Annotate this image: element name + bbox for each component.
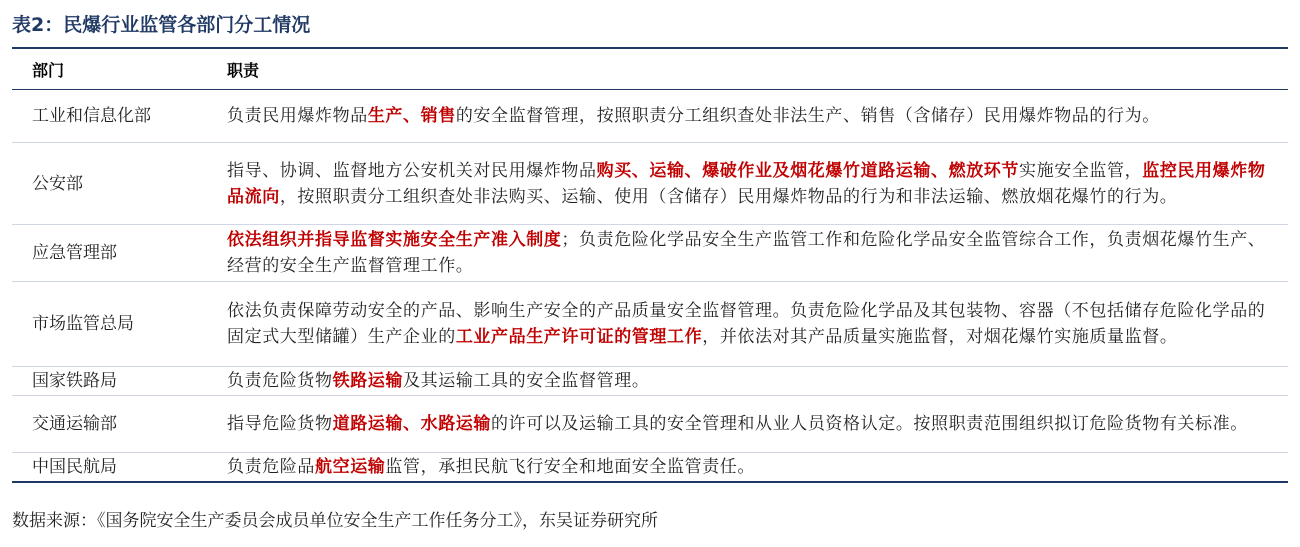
dept-cell: 交通运输部 <box>32 414 117 434</box>
table-header-row <box>12 49 1288 90</box>
duty-cell <box>215 103 1288 129</box>
header-duty: 职责 <box>227 60 260 80</box>
duty-text: 及其运输工具的安全监督管理。 <box>403 371 650 391</box>
highlight-text: 航空运输 <box>315 457 386 477</box>
duty-cell <box>215 227 1288 279</box>
duty-text: 监管，承担民航飞行安全和地面安全监管责任。 <box>385 457 756 477</box>
duty-text: ；负责危险化学品安全生产监管工作和危险化学品安全监管综合工作，负责烟花爆竹生产、经营的安全生产监督管理工作。 <box>227 230 1266 276</box>
duty-text: 负责危险品 <box>227 457 315 477</box>
table-row <box>12 453 1288 483</box>
table-row <box>12 282 1288 367</box>
dept-cell: 中国民航局 <box>32 457 117 477</box>
duty-text: 负责民用爆炸物品 <box>227 106 368 126</box>
duty-text: ，按照职责分工组织查处非法购买、运输、使用（含储存）民用爆炸物品的行为和非法运输、燃放烟花爆竹的行为。 <box>279 186 1178 207</box>
highlight-text: 道路运输、水路运输 <box>332 414 492 434</box>
duty-text: 的许可以及运输工具的安全管理和从业人员资格认定。按照职责范围组织拟订危险货物有关标准。 <box>491 414 1248 434</box>
duty-cell <box>215 158 1288 210</box>
dept-cell: 国家铁路局 <box>32 371 117 391</box>
duty-text: ，并依法对其产品质量实施监督，对烟花爆竹实施质量监督。 <box>702 327 1178 347</box>
highlight-text: 监控民用爆炸物品流向 <box>227 160 1266 207</box>
duty-text: 依法负责保障劳动安全的产品、影响生产安全的产品质量安全监督管理。负责危险化学品及其包装物、容器（不包括储存危险化学品的固定式大型储罐）生产企业的 <box>227 301 1266 347</box>
table-row <box>12 225 1288 282</box>
highlight-text: 依法组织并指导监督实施安全生产准入制度 <box>227 230 562 250</box>
highlight-text: 铁路运输 <box>332 371 404 391</box>
duty-text: 的安全监督管理，按照职责分工组织查处非法生产、销售（含储存）民用爆炸物品的行为。 <box>455 106 1160 126</box>
table-row <box>12 367 1288 396</box>
duty-cell <box>215 454 1288 480</box>
duty-text: 指导危险货物 <box>227 414 333 434</box>
responsibility-table <box>12 47 1288 483</box>
dept-cell: 市场监管总局 <box>32 314 134 334</box>
table-row <box>12 90 1288 143</box>
table-row <box>12 396 1288 453</box>
duty-text: 实施安全监管， <box>1019 160 1143 181</box>
dept-cell: 工业和信息化部 <box>32 106 151 126</box>
table-row <box>12 143 1288 225</box>
highlight-text: 工业产品生产许可证的管理工作 <box>455 327 703 347</box>
dept-cell: 应急管理部 <box>32 243 117 263</box>
dept-cell: 公安部 <box>32 173 83 194</box>
header-dept: 部门 <box>32 60 65 80</box>
source-note: 数据来源：《国务院安全生产委员会成员单位安全生产工作任务分工》，东吴证券研究所 <box>12 511 658 531</box>
highlight-text: 购买、运输、爆破作业及烟花爆竹道路运输、燃放环节 <box>596 160 1020 181</box>
duty-cell <box>215 368 1288 394</box>
duty-cell <box>215 411 1288 437</box>
duty-text: 负责危险货物 <box>227 371 333 391</box>
highlight-text: 生产、销售 <box>367 106 456 126</box>
duty-cell <box>215 298 1288 350</box>
table-title: 表2：民爆行业监管各部门分工情况 <box>12 14 311 36</box>
duty-text: 指导、协调、监督地方公安机关对民用爆炸物品 <box>227 160 597 181</box>
